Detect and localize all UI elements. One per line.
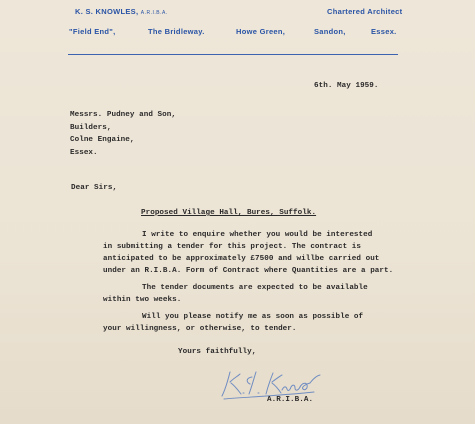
- body-line: under an R.I.B.A. Form of Contract where Quantities are a part.: [103, 267, 394, 275]
- body-line: The tender documents are expected to be available: [142, 284, 368, 292]
- body-line: I write to enquire whether you would be interested: [142, 231, 373, 239]
- architect-profession: Chartered Architect: [327, 7, 403, 16]
- address-house: "Field End",: [69, 27, 116, 36]
- salutation: Dear Sirs,: [71, 184, 118, 192]
- letter-date: 6th. May 1959.: [314, 82, 379, 90]
- closing: Yours faithfully,: [178, 348, 257, 356]
- recipient-line-4: Essex.: [70, 149, 98, 157]
- address-street: The Bridleway.: [148, 27, 205, 36]
- body-line: Will you please notify me as soon as possible of: [142, 313, 364, 321]
- recipient-line-2: Builders,: [70, 124, 112, 132]
- recipient-line-3: Colne Engaine,: [70, 136, 135, 144]
- recipient-line-1: Messrs. Pudney and Son,: [70, 111, 176, 119]
- address-locality: Howe Green,: [236, 27, 286, 36]
- letterhead-name: [75, 7, 168, 16]
- body-line: anticipated to be approximately £7500 and willbe carried out: [103, 255, 380, 263]
- signoff-qualification: A.R.I.B.A.: [267, 396, 314, 404]
- architect-name: K. S. KNOWLES,: [75, 7, 139, 16]
- body-line: within two weeks.: [103, 296, 182, 304]
- address-county: Essex.: [371, 27, 397, 36]
- letterhead-divider: [68, 54, 398, 55]
- subject-line: Proposed Village Hall, Bures, Suffolk.: [141, 209, 317, 217]
- body-line: your willingness, or otherwise, to tender.: [103, 325, 297, 333]
- architect-qualification: A.R.I.B.A.: [140, 10, 168, 16]
- address-town: Sandon,: [314, 27, 346, 36]
- body-line: in submitting a tender for this project. The contract is: [103, 243, 361, 251]
